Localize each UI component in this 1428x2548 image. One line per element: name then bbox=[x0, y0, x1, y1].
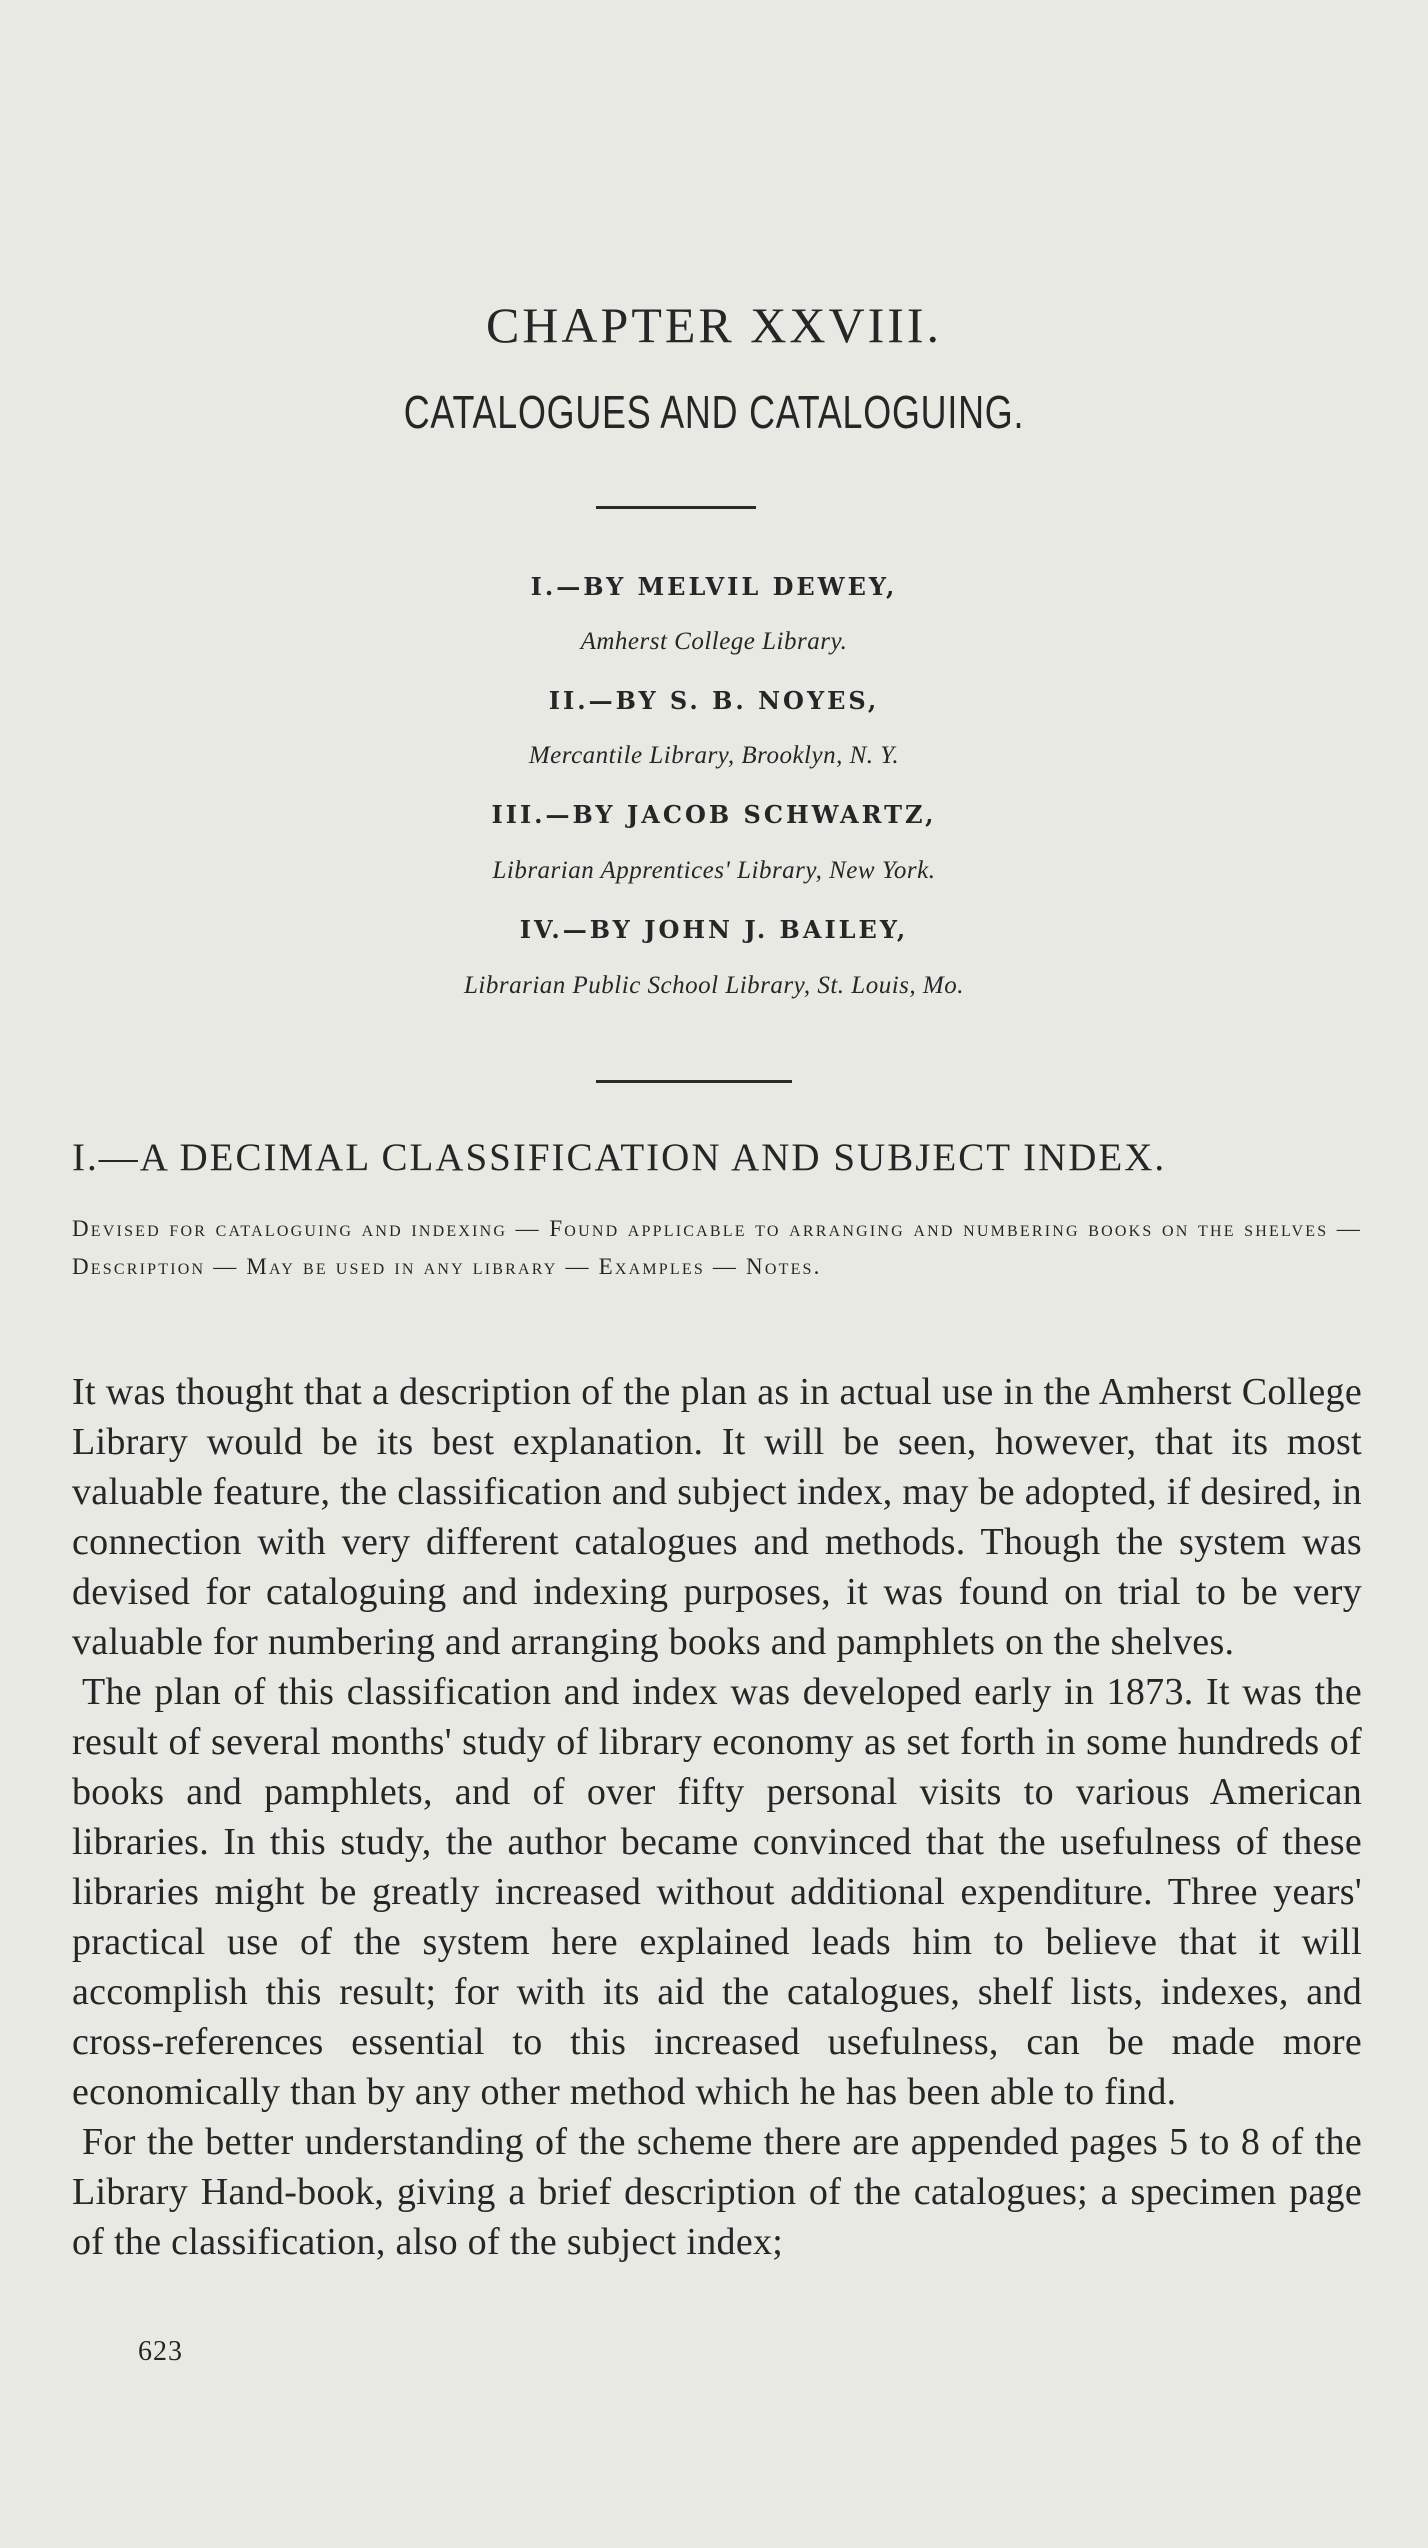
author-affiliation: Mercantile Library, Brooklyn, N. Y. bbox=[528, 742, 900, 769]
author-name: II.—BY S. B. NOYES, bbox=[548, 686, 880, 715]
body-text bbox=[72, 1367, 1362, 2267]
section-summary: Devised for cataloguing and indexing — Found applicable to arranging and numbering books on the shelves — Description — May be used in any library — Examples — Notes. bbox=[72, 1216, 1362, 1279]
divider-rule bbox=[596, 1080, 792, 1083]
author-affiliation: Librarian Apprentices' Library, New York. bbox=[492, 857, 936, 884]
author-name: IV.—BY JOHN J. BAILEY, bbox=[519, 915, 909, 944]
paragraph: It was thought that a description of the plan as in actual use in the Amherst College Library would be its best explanation. It will be seen, however, that its most valuable feature, the classification and subject index, may be adopted, if desired, in connection with very different catalogues and methods. Though the system was devised for cataloguing and indexing purposes, it was found on trial to be very valuable for numbering and arranging books and pamphlets on the shelves. bbox=[72, 1371, 1362, 1663]
author-affiliation: Librarian Public School Library, St. Louis, Mo. bbox=[464, 972, 964, 999]
divider-rule bbox=[596, 506, 756, 509]
chapter-heading: CHAPTER XXVIII. bbox=[485, 297, 943, 353]
page-number: 623 bbox=[138, 2336, 183, 2367]
author-name: III.—BY JACOB SCHWARTZ, bbox=[491, 800, 937, 829]
chapter-title: CATALOGUES AND CATALOGUING. bbox=[403, 386, 1025, 438]
section-title: I.—A DECIMAL CLASSIFICATION AND SUBJECT INDEX. bbox=[72, 1136, 1167, 1179]
paragraph: The plan of this classification and index was developed early in 1873. It was the result of several months' study of library economy as set forth in some hundreds of books and pamphlets, and of over fifty personal visits to various American libraries. In this study, the author became convinced that the usefulness of these libraries might be greatly increased without additional expenditure. Three years' practical use of the system here explained leads him to believe that it will accomplish this result; for with its aid the catalogues, shelf lists, indexes, and cross-references essential to this increased usefulness, can be made more economically than by any other method which he has been able to find. bbox=[72, 1671, 1362, 2113]
author-affiliation: Amherst College Library. bbox=[580, 628, 848, 655]
paragraph: For the better understanding of the scheme there are appended pages 5 to 8 of the Library Hand-book, giving a brief description of the catalogues; a specimen page of the classification, also of the subject index; bbox=[72, 2121, 1362, 2263]
author-name: I.—BY MELVIL DEWEY, bbox=[530, 572, 898, 601]
